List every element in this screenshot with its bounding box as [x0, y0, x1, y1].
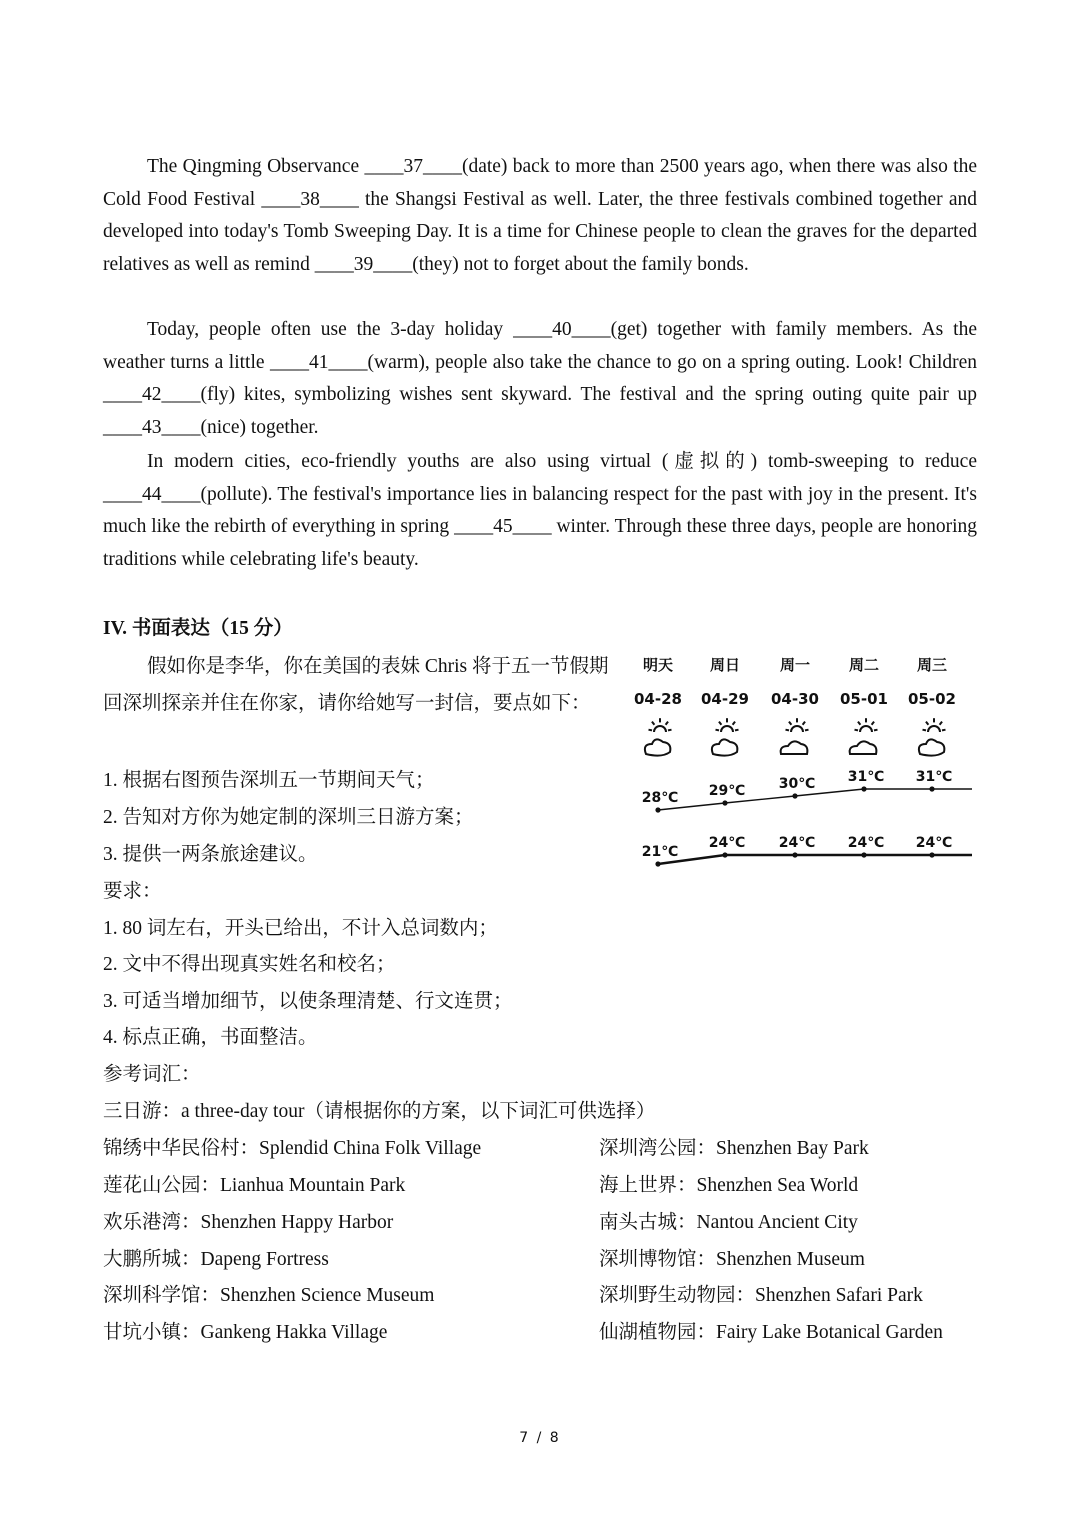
point-1: 1. 根据右图预告深圳五一节期间天气； [103, 770, 435, 791]
blank-43[interactable]: ____43____ [103, 416, 201, 438]
blank-39[interactable]: ____39____ [314, 253, 413, 275]
partly-cloudy-icon [645, 718, 672, 755]
text: The Qingming Observance [147, 156, 365, 177]
date-label: 04-30 [771, 690, 819, 708]
text: (nice) together. [200, 416, 319, 438]
point-2: 2. 告知对方你为她定制的深圳三日游方案； [103, 807, 474, 828]
sun-cloud-icon [781, 718, 809, 754]
vocab-right-2: 海上世界：Shenzhen Sea World [599, 1175, 859, 1196]
high-temp-label: 28℃ [641, 790, 679, 806]
text: (date) back to more than 2500 years ago, when there was also the Cold Food Festival [103, 156, 978, 210]
vocab-left-1: 锦绣中华民俗村：Splendid China Folk Village [103, 1138, 482, 1159]
vocab-right-6: 仙湖植物园：Fairy Lake Botanical Garden [599, 1322, 943, 1343]
text: (pollute). The festival's importance lies in balancing respect for the past with joy in the present. It's much like the rebirth of everything in spring [103, 483, 977, 538]
reference-label: 参考词汇： [103, 1064, 201, 1085]
high-temp-point [655, 807, 660, 812]
low-temp-point [655, 861, 660, 866]
vocab-left-2: 莲花山公园：Lianhua Mountain Park [103, 1175, 406, 1196]
vocab-right-4: 深圳博物馆：Shenzhen Museum [599, 1249, 865, 1270]
blank-40[interactable]: ____40____ [513, 319, 611, 340]
blank-38[interactable]: ____38____ [261, 188, 359, 210]
text: (they) not to forget about the family bonds. [412, 253, 749, 275]
low-temp-label: 24℃ [847, 835, 885, 851]
low-temp-line [658, 855, 972, 864]
text: (warm), people also take the chance to go on a spring outing. Look! Children [367, 351, 978, 373]
point-3: 3. 提供一两条旅途建议。 [103, 844, 318, 865]
requirement-2: 2. 文中不得出现真实姓名和校名； [103, 954, 396, 975]
tour-line: 三日游：a three-day tour（请根据你的方案，以下词汇可供选择） [103, 1101, 656, 1122]
text: Today, people often use the 3-day holiday [147, 319, 514, 340]
text: (get) together with family members. As the weather turns a little [103, 319, 977, 373]
day-label: 周日 [709, 656, 741, 674]
text: winter. Through these three days, people are honoring traditions while celebrating life's beauty. [103, 516, 977, 570]
high-temp-point [792, 793, 797, 798]
low-temp-point [929, 852, 934, 857]
low-temp-label: 24℃ [778, 835, 816, 851]
requirement-1: 1. 80 词左右，开头已给出，不计入总词数内； [103, 918, 498, 939]
blank-44[interactable]: ____44____ [103, 483, 201, 505]
partly-cloudy-icon [712, 718, 739, 755]
vocab-left-5: 深圳科学馆：Shenzhen Science Museum [103, 1285, 435, 1306]
vocab-right-1: 深圳湾公园：Shenzhen Bay Park [599, 1138, 869, 1159]
high-temp-label: 31℃ [847, 769, 885, 785]
high-temp-label: 31℃ [915, 769, 953, 785]
blank-45[interactable]: ____45____ [454, 516, 552, 538]
high-temp-point [722, 800, 727, 805]
day-label: 明天 [642, 656, 674, 674]
vocab-left-6: 甘坑小镇：Gankeng Hakka Village [103, 1322, 388, 1343]
high-temp-point [929, 786, 934, 791]
vocab-right-5: 深圳野生动物园：Shenzhen Safari Park [599, 1285, 923, 1306]
section-title: IV. 书面表达（15 分） [103, 618, 293, 639]
partly-cloudy-icon [919, 718, 946, 755]
date-label: 04-29 [701, 690, 749, 708]
high-temp-line [658, 789, 972, 810]
high-temp-label: 30℃ [778, 776, 816, 792]
low-temp-point [861, 852, 866, 857]
requirement-4: 4. 标点正确，书面整洁。 [103, 1027, 318, 1048]
low-temp-point [722, 852, 727, 857]
weather-forecast-chart [628, 642, 988, 882]
low-temp-label: 21℃ [641, 844, 679, 860]
low-temp-label: 24℃ [708, 835, 746, 851]
day-label: 周三 [916, 656, 948, 674]
high-temp-label: 29℃ [708, 783, 746, 799]
high-temp-point [861, 786, 866, 791]
date-label: 05-02 [908, 690, 956, 708]
text: (fly) kites, symbolizing wishes sent skyward. The festival and the spring outing quite pair up [200, 384, 977, 406]
requirement-3: 3. 可适当增加细节，以使条理清楚、行文连贯； [103, 991, 513, 1012]
text: In modern cities, eco-friendly youths are also using virtual (虚拟的) tomb-sweeping to reduce [147, 451, 977, 472]
sun-cloud-icon [850, 718, 878, 754]
paragraph-3 [103, 446, 977, 576]
date-label: 05-01 [840, 690, 888, 708]
blank-41[interactable]: ____41____ [270, 351, 368, 373]
page-number: 7 / 8 [519, 1430, 561, 1446]
blank-37[interactable]: ____37____ [364, 156, 462, 177]
day-label: 周二 [848, 656, 880, 674]
paragraph-1 [103, 151, 977, 281]
low-temp-point [792, 852, 797, 857]
blank-42[interactable]: ____42____ [103, 384, 201, 406]
vocab-right-3: 南头古城：Nantou Ancient City [599, 1212, 858, 1233]
vocab-left-3: 欢乐港湾：Shenzhen Happy Harbor [103, 1212, 394, 1233]
writing-intro [103, 648, 623, 722]
vocab-left-4: 大鹏所城：Dapeng Fortress [103, 1249, 329, 1270]
text: the Shangsi Festival as well. Later, the three festivals combined together and developed into today's Tomb Sweeping Day. It is a time for Chinese people to clean the graves for the departed relatives as well as remind [103, 188, 977, 275]
intro-text: 假如你是李华，你在美国的表妹 Chris 将于五一节假期回深圳探亲并住在你家，请你给她写一封信，要点如下： [103, 656, 609, 714]
day-label: 周一 [779, 656, 811, 674]
date-label: 04-28 [634, 690, 682, 708]
paragraph-2 [103, 314, 977, 444]
low-temp-label: 24℃ [915, 835, 953, 851]
requirements-label: 要求： [103, 881, 162, 902]
